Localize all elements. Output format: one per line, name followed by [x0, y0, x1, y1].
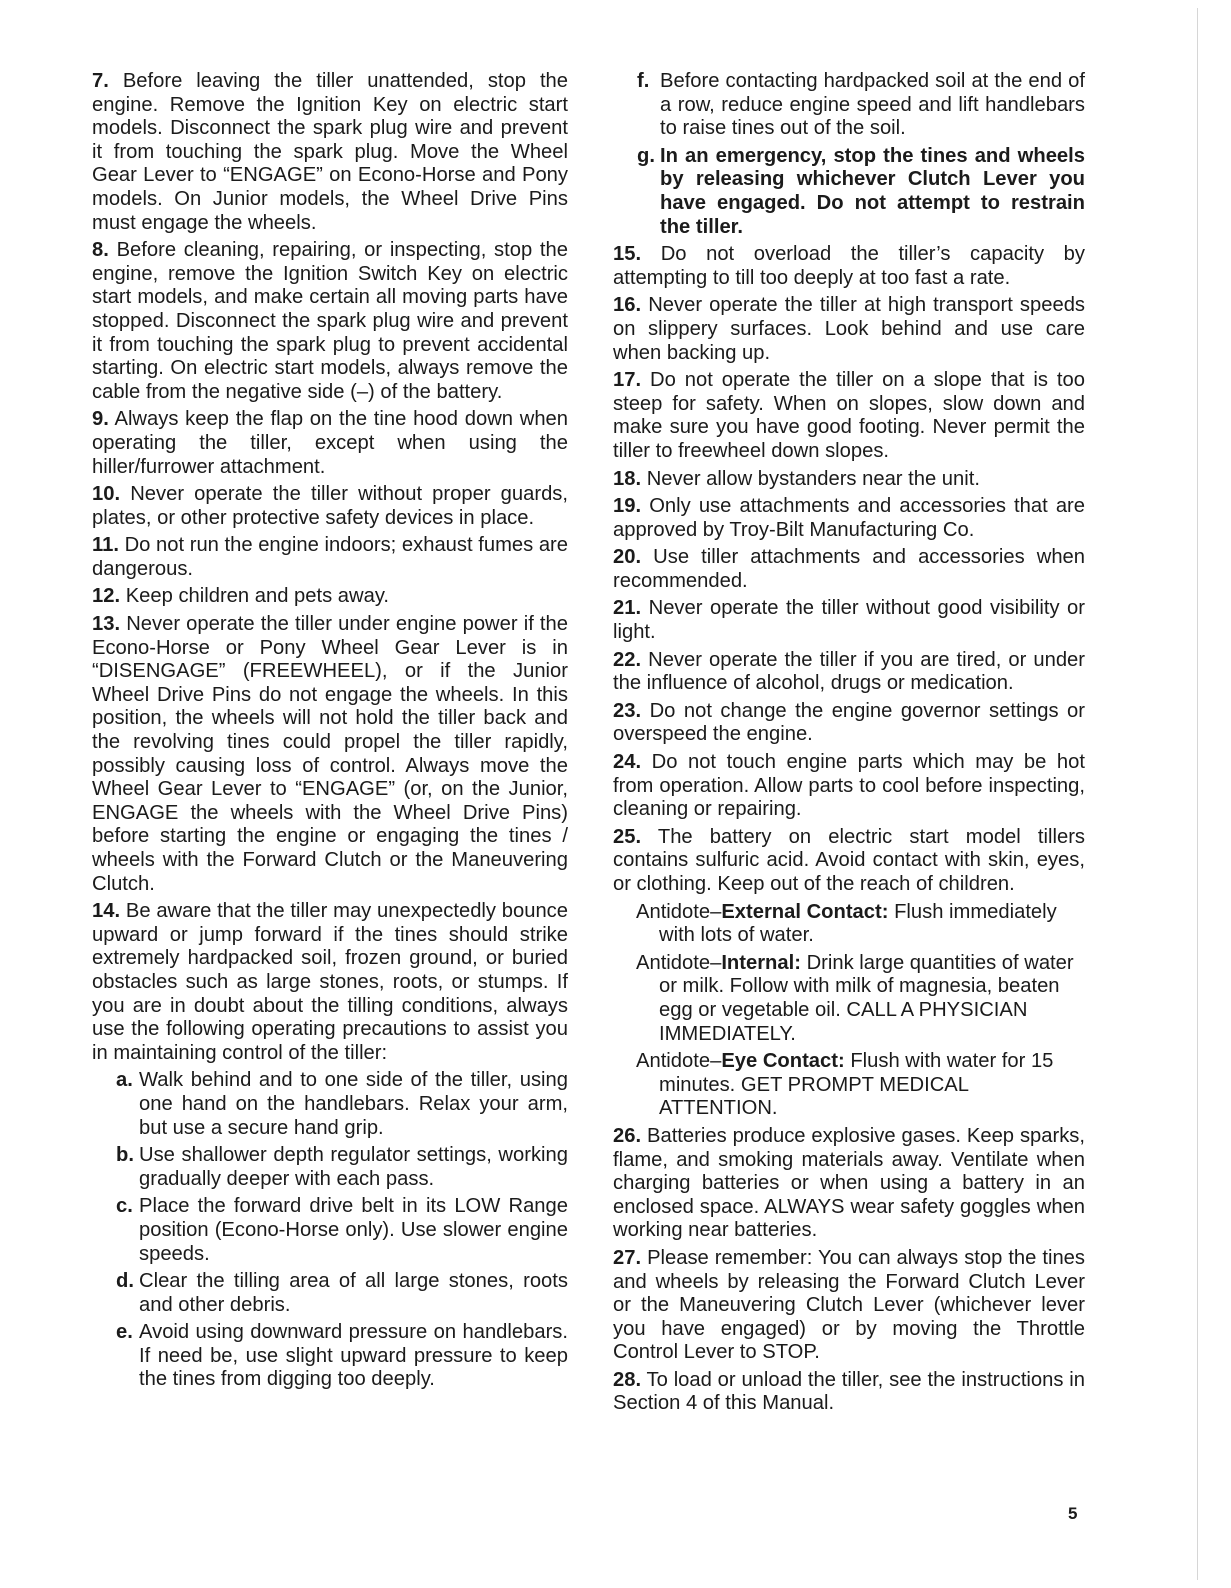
safety-item-7: 7. Before leaving the tiller unattended, stop the engine. Remove the Ignition Key on electric start models. Disconnect the spark plug wire and prevent it from touching the spark plug. Move the Wheel Gear Lever to “ENGAGE” on Econo-Horse and Pony models. On Junior models, the Wheel Drive Pins must engage the wheels. [92, 70, 569, 234]
safety-item-13: 13. Never operate the tiller under engine power if the Econo-Horse or Pony Wheel Gear Lever is in “DISENGAGE” (FREEWHEEL), or if the Junior Wheel Drive Pins do not engage the wheels. In this position, the wheels will not hold the tiller back and the revolving tines could propel the tiller rapidly, possibly causing loss of control. Always move the Wheel Gear Lever to “ENGAGE” (or, on the Junior, ENGAGE the wheels with the Wheel Drive Pins) before starting the engine or engaging the tines / wheels with the Forward Clutch or the Maneuvering Clutch. [92, 613, 568, 895]
safety-item-28: 28. To load or unload the tiller, see the instructions in Section 4 of this Manual. [613, 1368, 1085, 1415]
sub-item-c: c. Place the forward drive belt in its LOW Range position (Econo-Horse only). Use slower engine speeds. [116, 1195, 568, 1265]
sub-item-b: b. Use shallower depth regulator settings, working gradually deeper with each pass. [116, 1144, 568, 1190]
safety-item-25: 25. The battery on electric start model tillers contains sulfuric acid. Avoid contact with skin, eyes, or clothing. Keep out of the reach of children. [613, 825, 1086, 895]
safety-item-14: 14. Be aware that the tiller may unexpectedly bounce upward or jump forward if the tines should strike extremely hardpacked soil, frozen ground, or buried obstacles such as large stones, roots, or stumps. If you are in doubt about the tilling conditions, always use the following operating precautions to assist you in maintaining control of the tiller: [92, 900, 569, 1064]
safety-item-11: 11. Do not run the engine indoors; exhaust fumes are dangerous. [92, 534, 569, 580]
sub-item-a: a. Walk behind and to one side of the tiller, using one hand on the handlebars. Relax your arm, but use a secure hand grip. [116, 1069, 568, 1139]
antidote-eye: Antidote–Eye Contact: Flush with water for 15 minutes. GET PROMPT MEDICAL ATTENTION. [636, 1050, 1054, 1120]
antidote-external: Antidote–External Contact: Flush immediately with lots of water. [636, 900, 1057, 947]
safety-item-19: 19. Only use attachments and accessories that are approved by Troy-Bilt Manufacturing Co. [613, 495, 1086, 541]
safety-item-10: 10. Never operate the tiller without proper guards, plates, or other protective safety devices in place. [92, 483, 568, 529]
antidote-internal: Antidote–Internal: Drink large quantities of water or milk. Follow with milk of magnesia, beaten egg or vegetable oil. CALL A PHYSICIAN IMMEDIATELY. [636, 951, 1074, 1045]
left-column [92, 70, 568, 1396]
right-column [613, 70, 1085, 1420]
safety-item-12: 12. Keep children and pets away. [92, 585, 390, 608]
safety-item-17: 17. Do not operate the tiller on a slope that is too steep for safety. When on slopes, slow down and make sure you have good footing. Never permit the tiller to freewheel down slopes. [613, 369, 1085, 462]
sub-item-e: e. Avoid using downward pressure on handlebars. If need be, use slight upward pressure to keep the tines from digging too deeply. [116, 1321, 568, 1391]
sub-item-f: f. Before contacting hardpacked soil at the end of a row, reduce engine speed and lift handlebars to raise tines out of the soil. [637, 70, 1085, 140]
safety-item-26: 26. Batteries produce explosive gases. Keep sparks, flame, and smoking materials away. Ventilate when charging batteries or when using a battery in an enclosed space. ALWAYS wear safety goggles when working near batteries. [613, 1124, 1086, 1242]
safety-item-23: 23. Do not change the engine governor settings or overspeed the engine. [613, 699, 1086, 746]
safety-item-18: 18. Never allow bystanders near the unit. [613, 467, 980, 490]
page-number: 5 [1068, 1504, 1078, 1523]
safety-item-9: 9. Always keep the flap on the tine hood down when operating the tiller, except when using the hiller/furrower attachment. [92, 408, 569, 478]
safety-item-21: 21. Never operate the tiller without good visibility or light. [613, 597, 1086, 644]
safety-item-20: 20. Use tiller attachments and accessories when recommended. [613, 546, 1086, 592]
safety-item-15: 15. Do not overload the tiller’s capacity by attempting to till too deeply at too fast a rate. [613, 243, 1085, 289]
sub-item-d: d. Clear the tilling area of all large stones, roots and other debris. [116, 1270, 568, 1316]
safety-item-16: 16. Never operate the tiller at high transport speeds on slippery surfaces. Look behind and use care when backing up. [613, 294, 1086, 364]
safety-item-8: 8. Before cleaning, repairing, or inspecting, stop the engine, remove the Ignition Switch Key on electric start models, and make certain all moving parts have stopped. Disconnect the spark plug wire and prevent it from touching the spark plug to prevent accidental starting. On electric start models, always remove the cable from the negative side (–) of the battery. [92, 239, 568, 403]
sub-item-g-emergency: g. In an emergency, stop the tines and wheels by releasing whichever Clutch Lever you have engaged. Do not attempt to restrain the tiller. [637, 144, 1085, 238]
safety-item-22: 22. Never operate the tiller if you are tired, or under the influence of alcohol, drugs or medication. [613, 648, 1086, 695]
safety-item-24: 24. Do not touch engine parts which may be hot from operation. Allow parts to cool before inspecting, cleaning or repairing. [613, 751, 1085, 821]
safety-item-27: 27. Please remember: You can always stop the tines and wheels by releasing the Forward Clutch Lever or the Maneuvering Clutch Lever (whichever lever you have engaged) or by moving the Throttle Control Lever to STOP. [613, 1246, 1086, 1364]
page-edge-line [1197, 8, 1198, 1580]
